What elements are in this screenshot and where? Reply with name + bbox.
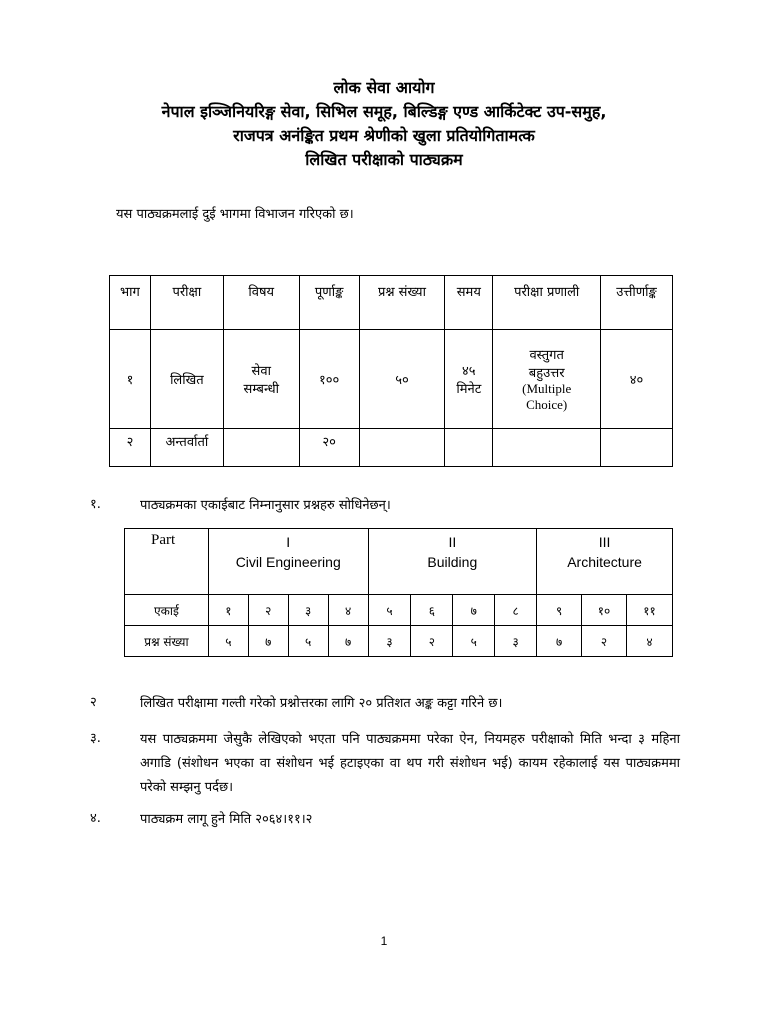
item-text: पाठ्यक्रम लागू हुने मिति २०६४।११।२ xyxy=(140,812,313,827)
cell-subject xyxy=(223,330,299,429)
cell-exam-system xyxy=(493,330,601,429)
item-number: २ xyxy=(90,695,97,710)
unit-cell: ४ xyxy=(328,595,368,626)
unit-cell: ७ xyxy=(453,595,495,626)
count-cell: २ xyxy=(411,626,453,657)
unit-cell: १ xyxy=(208,595,248,626)
cell-exam: लिखित xyxy=(150,330,223,429)
header-class: राजपत्र अनंङ्कित प्रथम श्रेणीको खुला प्रतियोगितामत्क xyxy=(233,126,535,145)
count-cell: ३ xyxy=(495,626,537,657)
question-count-row xyxy=(125,626,673,657)
col-header: उत्तीर्णाङ्क xyxy=(601,276,673,330)
document-header xyxy=(0,76,768,172)
part-label: Part xyxy=(125,529,209,595)
group-roman: II xyxy=(448,534,457,550)
unit-row xyxy=(125,595,673,626)
unit-cell: १० xyxy=(582,595,627,626)
unit-label: एकाई xyxy=(125,595,209,626)
col-header: प्रश्न संख्या xyxy=(359,276,445,330)
cell-time xyxy=(445,429,493,467)
col-header: पूर्णाङ्क xyxy=(299,276,359,330)
item-text: लिखित परीक्षामा गल्ती गरेको प्रश्नोत्तरका लागि २० प्रतिशत अङ्क कट्टा गरिने छ। xyxy=(140,696,503,711)
cell-full-marks: २० xyxy=(299,429,359,467)
count-cell: ३ xyxy=(368,626,411,657)
count-cell: ५ xyxy=(208,626,248,657)
unit-cell: ३ xyxy=(288,595,328,626)
header-service: नेपाल इञ्जिनियरिङ्ग सेवा, सिभिल समूह, बिल्डिङ्ग एण्ड आर्किटेक्ट उप-समुह, xyxy=(161,102,607,121)
unit-cell: ६ xyxy=(411,595,453,626)
group-roman: III xyxy=(598,534,611,550)
table-row xyxy=(110,330,673,429)
group-name: Architecture xyxy=(567,554,642,570)
exam-table xyxy=(109,275,673,467)
subject-line: सम्बन्धी xyxy=(243,382,279,397)
cell-questions: ५० xyxy=(359,330,445,429)
count-cell: ५ xyxy=(288,626,328,657)
count-cell: ७ xyxy=(248,626,288,657)
col-header: विषय xyxy=(223,276,299,330)
col-header: भाग xyxy=(110,276,151,330)
part-table xyxy=(124,528,673,657)
table-row xyxy=(110,429,673,467)
exam-table-header-row xyxy=(110,276,673,330)
item-text: यस पाठ्यक्रममा जेसुकै लेखिएको भएता पनि पाठ्यक्रममा परेका ऐन, नियमहरु परीक्षाको मिति भन्दा ३ महिना अगाडि (संशोधन भएका वा संशोधन भई हटाइएका वा थप गरी संशोधन भई) कायम रहेकालाई यस पाठ्यक्रममा परेको सम्झनु पर्दछ। xyxy=(140,732,680,795)
count-cell: ५ xyxy=(453,626,495,657)
time-line: ४५ xyxy=(462,364,476,379)
time-line: मिनेट xyxy=(456,382,482,397)
cell-part: १ xyxy=(110,330,151,429)
col-header: परीक्षा प्रणाली xyxy=(493,276,601,330)
item-text: पाठ्यक्रमका एकाईबाट निम्नानुसार प्रश्नहरु सोधिनेछन्। xyxy=(140,498,391,513)
unit-cell: २ xyxy=(248,595,288,626)
header-title: लिखित परीक्षाको पाठ्यक्रम xyxy=(305,150,463,169)
header-org: लोक सेवा आयोग xyxy=(333,78,435,97)
cell-exam: अन्तर्वार्ता xyxy=(150,429,223,467)
cell-exam-system xyxy=(493,429,601,467)
unit-cell: ५ xyxy=(368,595,411,626)
system-line: (Multiple xyxy=(522,381,572,396)
unit-cell: ८ xyxy=(495,595,537,626)
intro-text: यस पाठ्यक्रमलाई दुई भागमा विभाजन गरिएको छ। xyxy=(116,207,354,222)
count-cell: ७ xyxy=(328,626,368,657)
subject-line: सेवा xyxy=(251,364,271,379)
system-line: Choice) xyxy=(526,397,568,412)
part-header-row xyxy=(125,529,673,595)
system-line: वस्तुगत xyxy=(529,348,564,363)
count-cell: २ xyxy=(582,626,627,657)
item-number: ४. xyxy=(90,811,101,826)
cell-pass-marks: ४० xyxy=(601,330,673,429)
cell-part: २ xyxy=(110,429,151,467)
part-group-building xyxy=(368,529,537,595)
unit-cell: ९ xyxy=(537,595,582,626)
group-name: Building xyxy=(427,554,478,570)
cell-time xyxy=(445,330,493,429)
count-label: प्रश्न संख्या xyxy=(125,626,209,657)
part-group-architecture xyxy=(537,529,673,595)
item-number: ३. xyxy=(90,731,101,746)
count-cell: ७ xyxy=(537,626,582,657)
unit-cell: ११ xyxy=(626,595,672,626)
cell-full-marks: १०० xyxy=(299,330,359,429)
part-group-civil xyxy=(208,529,368,595)
system-line: बहुउत्तर xyxy=(528,366,565,381)
group-name: Civil Engineering xyxy=(235,554,341,570)
col-header: समय xyxy=(445,276,493,330)
col-header: परीक्षा xyxy=(150,276,223,330)
group-roman: I xyxy=(286,534,291,550)
cell-pass-marks xyxy=(601,429,673,467)
cell-questions xyxy=(359,429,445,467)
cell-subject xyxy=(223,429,299,467)
item-number: १. xyxy=(90,497,101,512)
count-cell: ४ xyxy=(626,626,672,657)
page-number: 1 xyxy=(380,934,388,948)
